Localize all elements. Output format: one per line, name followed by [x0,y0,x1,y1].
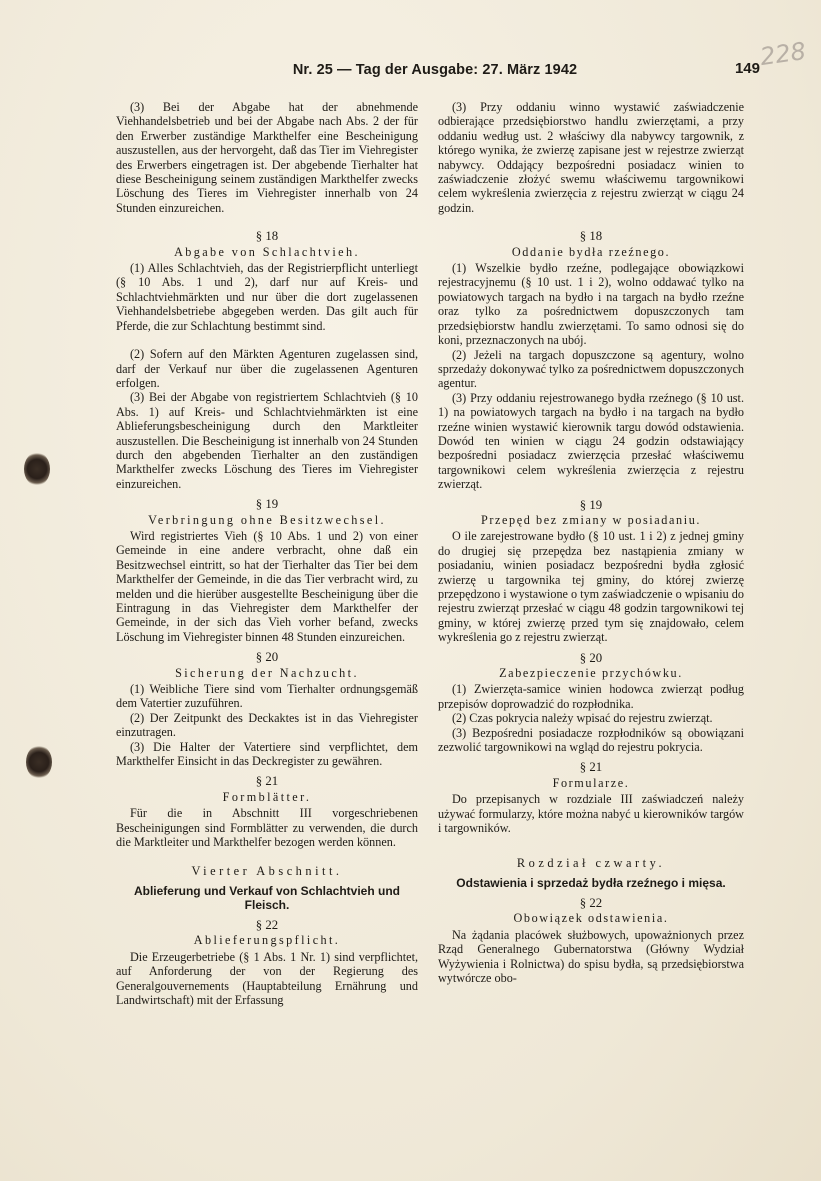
section-title: Obowiązek odstawienia. [513,911,669,926]
section-number: § 19 [579,497,603,512]
paragraph: (1) Wszelkie bydło rzeźne, podlegające obowiązkowi rejestracyjnemu (§ 10 ust. 1 i 2), wolno oddawać tylko na powiatowych targach na bydło i na targach na bydło rzeźne oraz tylko za pośrednictwem dopuszczonych tam przedsiębiorstw handlu zwierzętami. To samo odnosi się do koni, przeznaczonych na ubój. [438,261,744,348]
chapter-subtitle: Odstawienia i sprzedaż bydła rzeźnego i mięsa. [456,875,726,890]
paragraph: Für die in Abschnitt III vorgeschriebenen Bescheinigungen sind Formblätter zu verwenden, die durch die Marktleiter und Markthelfer bezogen werden können. [116,806,418,850]
section-number: § 22 [579,895,603,910]
section-title: Abgabe von Schlachtvieh. [174,244,360,259]
section-number: § 22 [255,917,279,932]
section-number: § 20 [255,650,279,665]
paragraph: Na żądania placówek służbowych, upoważnionych przez Rząd Generalnego Gubernatorstwa (Główny Wydział Wyżywienia i Rolnictwa) do spisu bydła, są przedsiębiorstwa wytwórcze obo- [438,927,744,985]
paragraph: Die Erzeugerbetriebe (§ 1 Abs. 1 Nr. 1) sind verpflichtet, auf Anforderung der von der Regierung des Generalgouvernements (Hauptabteilung Ernährung und Landwirtschaft) mit der Erfassung [116,949,418,1007]
paragraph: (2) Czas pokrycia należy wpisać do rejestru zwierząt. [452,711,713,726]
page-header [110,58,760,82]
section-number: § 20 [579,650,603,665]
paragraph: O ile zarejestrowane bydło (§ 10 ust. 1 i 2) z jednej gminy do drugiej się przepędza bez nastąpienia zmiany w posiadaniu, winien posiadacz bezpośredni bydła zgłosić zwierzę u targownika tej gminy, do której zwierzę przepędzono i wystawione o tym zaświadczenie o wpisaniu do rejestru zwierząt przesłać w ciągu 48 godzin targownikowi tej gminy, w której zwierzę przed tym się znajdowało, celem wykreślenia go z rejestru zwierząt. [438,529,744,645]
paragraph: Wird registriertes Vieh (§ 10 Abs. 1 und 2) von einer Gemeinde in eine andere verbracht, ohne daß ein Besitzwechsel eintritt, so hat der Tierhalter das Tier bei dem Markthelfer der Gemeinde, in die das Tier verbracht wird, zu melden und die hierüber ausgestellte Bescheinigung über die Eintragung in das Viehregister dem Markthelfer der Gemeinde, in der sich das Vieh vorher befand, zwecks Löschung im Viehregister binnen 48 Stunden einzureichen. [116,528,418,644]
section-title: Sicherung der Nachzucht. [175,665,359,680]
paragraph: (3) Bei der Abgabe von registriertem Schlachtvieh (§ 10 Abs. 1) auf Kreis- und Schlachtviehmärkten ist eine Ablieferungsbescheinigung durch den Marktleiter auszustellen. Die Bescheinigung ist innerhalb von 24 Stunden durch den abgebenden Tierhalter an den zuständigen Markthelfer zwecks Löschung des Tieres im Viehregister einzureichen. [116,390,418,491]
header-title: Nr. 25 — Tag der Ausgabe: 27. März 1942 [292,62,578,78]
paragraph: (1) Zwierzęta-samice winien hodowca zwierząt podług przepisów doprowadzić do rozpłodnika. [438,682,744,711]
paragraph: (3) Bei der Abgabe hat der abnehmende Viehhandelsbetrieb und bei der Abgabe nach Abs. 2 der für den Erwerber zuständige Markthelfer eine Bescheinigung auszustellen, aus der hervorgeht, daß das Tier im Viehregister des Erwerbers eingetragen ist. Der abgebende Tierhalter hat diese Bescheinigung seinem zuständigen Markthelfer zwecks Löschung des Tieres im Viehregister innerhalb von 24 Stunden einzureichen. [116,100,418,215]
section-title: Ablieferungspflicht. [193,933,341,948]
section-title: Formularze. [552,775,630,790]
column-polish [438,100,744,985]
punch-hole-icon [24,452,50,486]
section-title: Zabezpieczenie przychówku. [499,666,683,681]
section-title: Formblätter. [222,789,312,804]
chapter-heading: Rozdział czwarty. [516,855,666,870]
chapter-subtitle: Ablieferung und Verkauf von Schlachtvieh und Fleisch. [133,883,401,912]
chapter-heading: Vierter Abschnitt. [191,863,343,878]
paragraph: (2) Der Zeitpunkt des Deckaktes ist in das Viehregister einzutragen. [116,710,418,740]
section-title: Verbringung ohne Besitzwechsel. [148,512,386,527]
paragraph: (1) Alles Schlachtvieh, das der Registrierpflicht unterliegt (§ 10 Abs. 1 und 2), darf nur auf Kreis- und Schlachtviehmärkten und nur über die dort zugelassenen Viehhandelsbetriebe abgegeben werden. Das gilt auch für Pferde, die zur Schlachtung bestimmt sind. [116,261,418,333]
paragraph: (2) Jeżeli na targach dopuszczone są agentury, wolno sprzedaży dokonywać tylko za pośrednictwem dopuszczonych agentur. [438,347,744,391]
archive-pencil-mark: 228 [758,36,808,72]
section-title: Przepęd bez zmiany w posiadaniu. [480,512,702,527]
section-title: Oddanie bydła rzeźnego. [511,244,671,259]
paragraph: (3) Bezpośredni posiadacze rozpłodników są obowiązani zezwolić targownikowi na wgląd do rejestru pokrycia. [438,725,744,755]
section-number: § 19 [255,497,279,512]
section-number: § 18 [255,229,279,244]
paragraph: (2) Sofern auf den Märkten Agenturen zugelassen sind, darf der Verkauf nur über die zugelassenen Agenturen erfolgen. [116,347,418,390]
column-german [116,100,418,1007]
section-number: § 21 [255,774,279,789]
punch-hole-icon [26,745,52,779]
paragraph: (3) Przy oddaniu rejestrowanego bydła rzeźnego (§ 10 ust. 1) na powiatowych targach na bydło i na targach na bydło rzeźne winien wystawić kierownik targu dowód odstawienia. Dowód ten winien w ciągu 24 godzin odstawiający bezpośredni posiadacz zwierzęcia przesłać właściwemu targownikowi celem wykreślenia zwierzęcia z rejestru zwierząt. [438,390,744,492]
paragraph: (3) Przy oddaniu winno wystawić zaświadczenie odbierające przedsiębiorstwo handlu zwierzętami, a przy oddaniu według ust. 2 właściwy dla nabywcy targownik, z którego wynika, że zwierzę zapisane jest w rejestrze zwierząt nabywcy. Oddający bezpośredni posiadacz winien to zaświadczenie złożyć swemu właściwemu targownikowi celem wykreślenia zwierzęcia z rejestru zwierząt w ciągu 24 godzin. [438,100,744,215]
paragraph: (3) Die Halter der Vatertiere sind verpflichtet, dem Markthelfer Einsicht in das Deckregister zu gewähren. [116,739,418,769]
page-number: 149 [734,60,760,77]
paragraph: (1) Weibliche Tiere sind vom Tierhalter ordnungsgemäß dem Vatertier zuzuführen. [116,682,418,711]
section-number: § 18 [579,229,603,244]
section-number: § 21 [579,760,603,775]
paragraph: Do przepisanych w rozdziale III zaświadczeń należy używać formularzy, które można nabyć u kierowników targów i targowników. [438,792,744,836]
